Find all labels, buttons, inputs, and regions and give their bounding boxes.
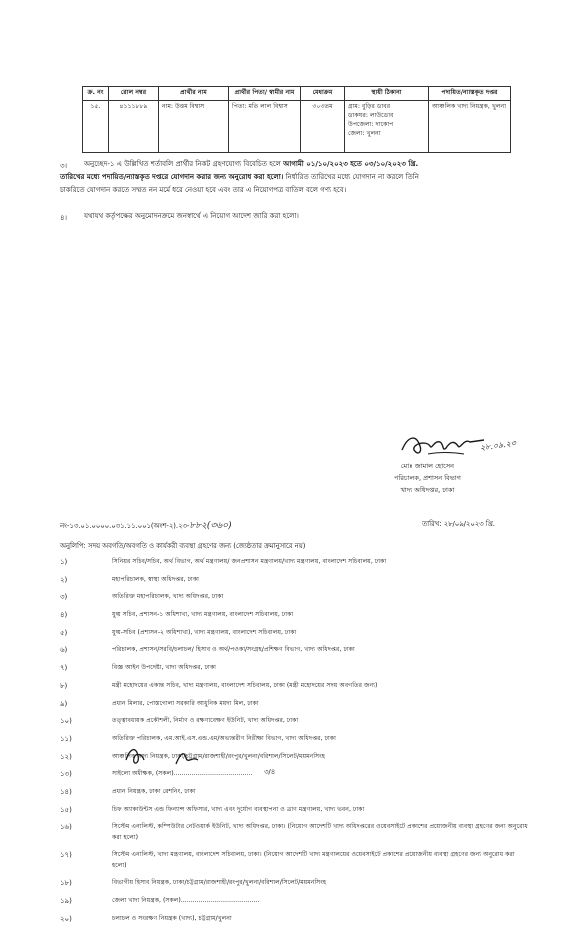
para4-text: যথাযথ কর্তৃপক্ষের অনুমোদনক্রমে জনস্বার্থে এ নিয়োগ আদেশ জারি করা হলো। — [84, 212, 299, 220]
para3-part1: অনুচ্ছেদ-১ এ উল্লিখিত শর্তাবলি প্রার্থীর নিকট গ্রহণযোগ্য বিবেচিত হলে — [84, 160, 284, 168]
list-item: ১০) তত্ত্বাবধায়ক প্রকৌশলী, নির্মাণ ও রক্ষণাবেক্ষণ ইউনিট, খাদ্য অধিদপ্তর, ঢাকা — [60, 717, 299, 726]
list-item: ২০) চলাচল ও সংরক্ষণ নিয়ন্ত্রক (খাদ্য), চট্টগ্রাম/খুলনা — [60, 914, 232, 923]
para3-part2: নির্ধারিত তারিখের মধ্যে যোগদান না করলে তিনি — [283, 173, 419, 181]
table-header-row — [83, 87, 511, 101]
cell-office: আঞ্চলিক খাদ্য নিয়ন্ত্রক, খুলনা — [429, 100, 511, 152]
list-item: ১১) অতিরিক্ত পরিচালক, এম.আই.এস.এন্ড.এম/অভ্যন্তরীণ নিরীক্ষা বিভাগ, খাদ্য অধিদপ্তর, ঢাকা — [60, 734, 336, 743]
list-item: ২) মহাপরিচালক, স্বাস্থ্য অধিদপ্তর, ঢাকা — [60, 575, 199, 584]
para3-line2 — [60, 171, 530, 184]
cc-heading: অনুলিপি: সদয় অবগতি/অবগতি ও কার্যকরী ব্যবস্থা গ্রহণের জন্য (জ্যেষ্ঠতার ক্রমানুসারে নয়) — [60, 542, 306, 550]
col-office: পদায়িত/ন্যাস্তকৃত দপ্তর — [429, 87, 511, 101]
cell-merit: ৩০৩তম — [301, 100, 345, 152]
list-item: ১৭) সিস্টেম এনালিস্ট, খাদ্য মন্ত্রণালয়, বাংলাদেশ সচিবালয়, ঢাকা। (নিয়োগ আদেশটি খাদ্য মন্ত্রণালয়ের ওয়েবসাইটে প্রকাশের প্রয়োজনীয় ব্যবস্থা গ্রহণের জন্য অনুরোধ করা হলো) — [60, 851, 515, 869]
address-upazila: উপজেলা: দাকোপ — [348, 120, 394, 128]
signatory-name: মোঃ জামাল হোসেন — [400, 462, 455, 470]
list-item: ৯) প্রধান মিলার, পোস্তগোলা সরকারি আধুনিক ময়দা মিল, ঢাকা — [60, 699, 259, 708]
cell-address — [345, 100, 429, 152]
col-serial: ক্র. নং — [83, 87, 109, 101]
address-district: জেলা: খুলনা — [348, 129, 381, 137]
signatory-designation: পরিচালক, প্রশাসন বিভাগ — [394, 474, 462, 482]
cell-name: নাম: উত্তম বিশ্বাস — [159, 100, 229, 152]
list-item: ১৫) চিফ অ্যাকাউন্টস এন্ড ফিন্যান্স অফিসার, খাদ্য এবং দুর্যোগ ব্যবস্থাপনা ও ত্রাণ মন্ত্রণালয়, খাদ্য ভবন, ঢাকা — [60, 805, 365, 814]
signatory-office: খাদ্য অধিদপ্তর, ঢাকা — [400, 486, 455, 494]
address-post: ডাকঘর: লাউডোব — [348, 111, 394, 119]
list-item: ১৯) জেলা খাদ্য নিয়ন্ত্রক, (সকল)........................................ — [60, 897, 260, 905]
list-item: ৪) যুগ্ম সচিব, প্রশাসন-১ অধিশাখা, খাদ্য মন্ত্রণালয়, বাংলাদেশ সচিবালয়, ঢাকা — [60, 611, 294, 620]
list-item: ৬) পরিচালক, প্রশাসন/সরবি/চলাচল/ হিসাব ও অর্থ/পওকা/সংগ্রহ/প্রশিক্ষণ বিভাগ, খাদ্য অধিদপ্তর, ঢাকা — [60, 646, 355, 655]
col-name: প্রার্থীর নাম — [159, 87, 229, 101]
para4-number: ৪। — [60, 214, 68, 222]
cell-father: পিতা: মতি লাল বিশ্বাস — [229, 100, 301, 152]
initials-signature — [120, 742, 210, 772]
para3-number: ৩। — [60, 162, 68, 170]
signature-date: ২৮.০৯.২৩ — [479, 438, 517, 453]
col-address: স্থায়ী ঠিকানা — [345, 87, 429, 101]
memo-handwritten: ৮৮২(৩৬০) — [189, 521, 232, 531]
list-item: ১৬) সিস্টেম এনালিস্ট, কম্পিউটার নেটওয়ার্ক ইউনিট, খাদ্য অধিদপ্তর, ঢাকা। (নিয়োগ আদেশটি খাদ্য অধিদপ্তরের ওয়েবসাইটে প্রকাশের প্রয়োজনীয় ব্যবস্থা গ্রহণের জন্য অনুরোধ করা হলো) — [60, 823, 528, 841]
para3-line3: চাকরিতে যোগদান করতে সম্মত নন মর্মে ধরে নেওয়া হবে এবং তার এ নিয়োগপত্র বাতিল বলে গণ্য হবে। — [60, 186, 347, 194]
list-item: ১) সিনিয়র সচিব/সচিব, অর্থ বিভাগ, অর্থ মন্ত্রণালয়/ জনপ্রশাসন মন্ত্রণালয়/খাদ্য মন্ত্রণালয়, বাংলাদেশ সচিবালয়, ঢাকা — [60, 558, 387, 566]
list-item: ৭) বিজ্ঞ আইন উপদেষ্টা, খাদ্য অধিদপ্তর, ঢাকা — [60, 664, 216, 673]
address-village: গ্রাম: বুড়ির ডাবর — [348, 102, 391, 110]
col-father: প্রার্থীর পিতা/ স্বামীর নাম — [229, 87, 301, 101]
para3-text — [84, 158, 524, 171]
director-signature — [398, 428, 488, 464]
candidate-table — [82, 86, 511, 153]
list-item: ১৩) সাইলো অধীক্ষক, (সকল)........................................ — [60, 770, 253, 779]
list-item: ৫) যুগ্ম-সচিব (প্রশাসন-২ অধিশাখা), খাদ্য মন্ত্রণালয়, বাংলাদেশ সচিবালয়, ঢাকা — [60, 628, 297, 637]
list-item: ৩) অতিরিক্ত মহাপরিচালক, খাদ্য অধিদপ্তর, ঢাকা — [60, 593, 224, 602]
cell-serial: ১৫. — [83, 100, 109, 152]
memo-date: তারিখ: ২৮/০৯/২০২৩ খ্রি. — [422, 520, 495, 528]
col-merit: মেধাক্রম — [301, 87, 345, 101]
list-item: ১২) আঞ্চলিক খাদ্য নিয়ন্ত্রক, ঢাকা/চট্টগ্রাম/রাজশাহী/রংপুর/খুলনা/বরিশাল/সিলেট/ময়মনসিংহ — [60, 752, 325, 761]
para3-bold1: আগামী ০১/১০/২০২৩ হতে ০৩/১০/২০২৩ খ্রি. — [283, 160, 419, 168]
memo-number: নং-১৩.০১.০০০০.০৩১.১১.০০১(অংশ-২).২৩- — [60, 522, 190, 530]
memo-number-line — [60, 518, 231, 533]
cell-roll: ৪১১১৮৮৯ — [109, 100, 159, 152]
para3-bold2: তারিখের মধ্যে পদায়িত/ন্যাস্তকৃত দপ্তরে যোগদান করার জন্য অনুরোধ করা হলো। — [60, 173, 284, 181]
list-item: ১৮) বিভাগীয় হিসাব নিয়ন্ত্রক, ঢাকা/চট্টগ্রাম/রাজশাহী/রংপুর/খুলনা/বরিশাল/সিলেট/ময়মনসিংহ — [60, 879, 327, 888]
col-roll: রোল নম্বর — [109, 87, 159, 101]
list-item: ৮) মন্ত্রী মহোদয়ের একান্ত সচিব, খাদ্য মন্ত্রণালয়, বাংলাদেশ সচিবালয়, ঢাকা (মন্ত্রী মহোদয়ের সদয় অবগতির জন্য) — [60, 681, 378, 690]
table-row — [83, 100, 511, 152]
page-number: ৩/৪ — [264, 768, 276, 776]
list-item: ১৪) প্রধান নিয়ন্ত্রক, ঢাকা রেশনিং, ঢাকা — [60, 787, 196, 796]
signature-block — [394, 460, 461, 496]
